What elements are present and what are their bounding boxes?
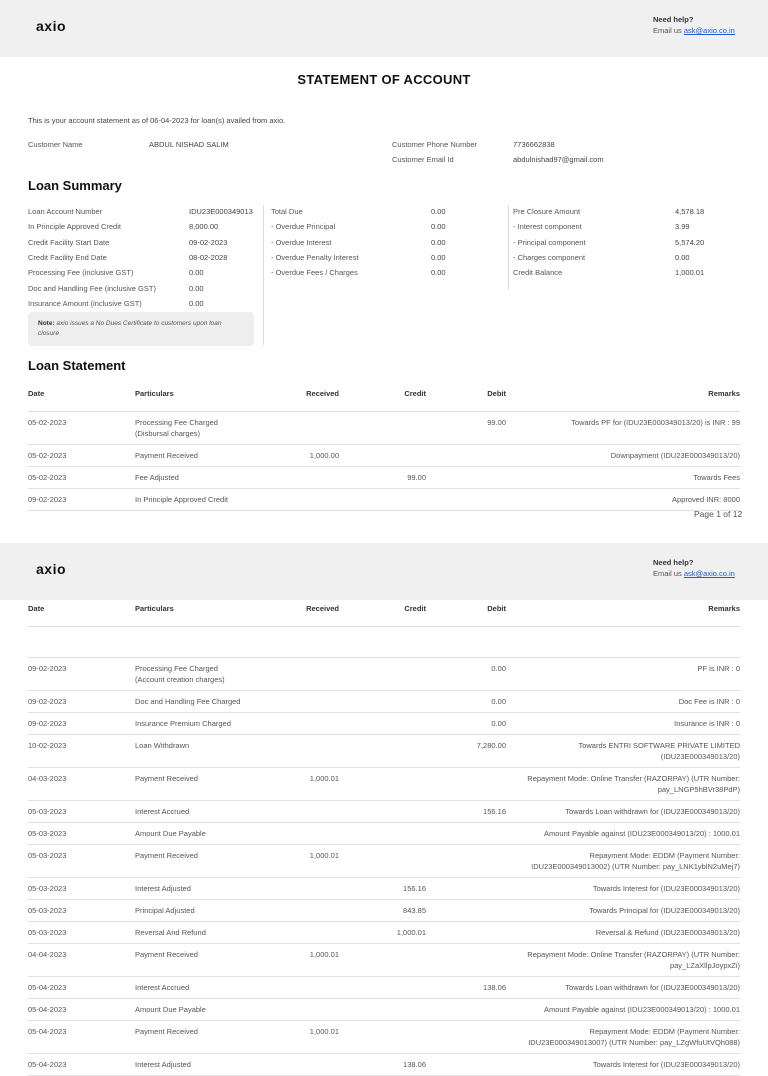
summary-label: - Overdue Fees / Charges <box>271 268 358 278</box>
summary-value: 08-02-2028 <box>189 252 228 262</box>
summary-label: - Overdue Interest <box>271 237 332 247</box>
table-row <box>28 976 740 998</box>
summary-label: - Overdue Penalty Interest <box>271 252 359 262</box>
table-cell: 156.16 <box>426 800 506 822</box>
table-cell: Doc Fee is INR : 0 <box>506 690 740 712</box>
summary-value: 0.00 <box>431 252 446 262</box>
table-cell: Amount Payable against (IDU23E000349013/20) : 1000.01 <box>506 822 740 844</box>
statement-table-page-1 <box>28 389 740 511</box>
help-prefix: Email us <box>653 569 682 578</box>
table-row <box>28 800 740 822</box>
table-cell: 138.06 <box>426 976 506 998</box>
column-header: Particulars <box>135 389 285 411</box>
table-cell <box>426 822 506 844</box>
table-cell: Towards ENTRI SOFTWARE PRIVATE LIMITED (IDU23E000349013/20) <box>506 734 740 767</box>
table-cell: Interest Accrued <box>135 800 285 822</box>
table-row <box>28 657 740 690</box>
intro-text: This is your account statement as of 06-04-2023 for loan(s) availed from axio. <box>28 116 286 125</box>
table-cell: 05-03-2023 <box>28 800 135 822</box>
table-cell <box>285 921 339 943</box>
table-cell <box>339 626 426 657</box>
table-row <box>28 822 740 844</box>
table-cell <box>285 976 339 998</box>
table-row <box>28 1020 740 1053</box>
summary-label: Credit Facility Start Date <box>28 237 110 247</box>
customer-name: ABDUL NISHAD SALIM <box>149 140 229 149</box>
table-cell <box>285 998 339 1020</box>
column-header: Debit <box>426 389 506 411</box>
summary-value: 0.00 <box>431 207 446 216</box>
table-cell: 05-04-2023 <box>28 1053 135 1075</box>
table-cell: Loan Withdrawn <box>135 734 285 767</box>
summary-label: - Overdue Principal <box>271 222 336 232</box>
table-cell <box>285 1053 339 1075</box>
page-header <box>0 543 768 600</box>
summary-value: 0.00 <box>431 268 446 278</box>
table-row <box>28 466 740 488</box>
table-cell: 05-04-2023 <box>28 998 135 1020</box>
table-cell: Insurance Premium Charged <box>135 712 285 734</box>
table-row <box>28 712 740 734</box>
table-cell: Processing Fee Charged (Disbursal charges) <box>135 411 285 444</box>
column-header: Date <box>28 604 135 626</box>
table-cell: 04-03-2023 <box>28 767 135 800</box>
table-cell: Towards Principal for (IDU23E000349013/20) <box>506 899 740 921</box>
help-title: Need help? <box>653 558 694 567</box>
table-row <box>28 877 740 899</box>
table-cell <box>285 657 339 690</box>
table-cell: Amount Payable against (IDU23E000349013/20) : 1000.01 <box>506 998 740 1020</box>
table-cell <box>339 488 426 510</box>
note-label: Note: <box>38 320 55 327</box>
table-cell <box>285 488 339 510</box>
table-cell: Reversal And Refund <box>135 921 285 943</box>
table-cell: Fee Adjusted <box>135 466 285 488</box>
table-cell <box>339 767 426 800</box>
help-prefix: Email us <box>653 26 682 35</box>
table-row <box>28 690 740 712</box>
table-cell: Payment Received <box>135 844 285 877</box>
axio-logo: axio <box>36 561 67 577</box>
summary-label: Processing Fee (inclusive GST) <box>28 268 134 278</box>
customer-email-label: Customer Email Id <box>392 155 454 164</box>
table-cell: 05-02-2023 <box>28 444 135 466</box>
table-cell <box>426 488 506 510</box>
table-cell: 138.06 <box>339 1053 426 1075</box>
table-cell <box>426 626 506 657</box>
table-cell <box>285 877 339 899</box>
loan-statement-heading: Loan Statement <box>28 358 126 373</box>
table-cell <box>285 822 339 844</box>
table-cell: Towards Interest for (IDU23E000349013/20) <box>506 1053 740 1075</box>
table-cell: In Principle Approved Credit <box>135 488 285 510</box>
summary-value: 09-02-2023 <box>189 237 228 247</box>
summary-label: - Interest component <box>513 222 582 232</box>
summary-value: 0.00 <box>431 237 446 247</box>
summary-label: Total Due <box>271 207 303 216</box>
table-cell: 05-04-2023 <box>28 976 135 998</box>
table-cell <box>426 444 506 466</box>
table-header-row <box>28 604 740 626</box>
table-cell: Interest Adjusted <box>135 1053 285 1075</box>
summary-label: Loan Account Number <box>28 207 103 216</box>
table-cell <box>506 626 740 657</box>
table-cell: Towards PF for (IDU23E000349013/20) is INR : 99 <box>506 411 740 444</box>
table-row <box>28 767 740 800</box>
page-header <box>0 0 768 57</box>
table-cell: 05-03-2023 <box>28 877 135 899</box>
column-header: Credit <box>339 604 426 626</box>
table-cell <box>285 734 339 767</box>
summary-label: - Charges component <box>513 252 586 262</box>
table-cell: Processing Fee Charged (Account creation charges) <box>135 657 285 690</box>
table-cell <box>426 877 506 899</box>
table-cell: Interest Adjusted <box>135 877 285 899</box>
table-cell: 10-02-2023 <box>28 734 135 767</box>
table-cell <box>285 800 339 822</box>
table-header-row <box>28 389 740 411</box>
table-cell: 99.00 <box>339 466 426 488</box>
table-cell: Payment Received <box>135 1020 285 1053</box>
table-cell <box>135 626 285 657</box>
table-cell: 0.00 <box>426 690 506 712</box>
summary-value: 0.00 <box>675 252 690 262</box>
table-cell: 05-03-2023 <box>28 899 135 921</box>
table-cell: Repayment Mode: EDDM (Payment Number: IDU23E000349013002) (UTR Number: pay_LNK1yblN2uMej7) <box>506 844 740 877</box>
table-cell: Insurance is INR : 0 <box>506 712 740 734</box>
table-cell: Downpayment (IDU23E000349013/20) <box>506 444 740 466</box>
table-row <box>28 488 740 510</box>
table-cell <box>426 1020 506 1053</box>
column-header: Received <box>285 389 339 411</box>
table-cell: 843.85 <box>339 899 426 921</box>
table-cell <box>285 626 339 657</box>
table-cell: 1,000.00 <box>285 444 339 466</box>
customer-phone-label: Customer Phone Number <box>392 140 478 149</box>
table-cell <box>426 844 506 877</box>
table-cell: 0.00 <box>426 657 506 690</box>
table-cell <box>285 899 339 921</box>
table-cell <box>426 466 506 488</box>
column-header: Credit <box>339 389 426 411</box>
table-cell: PF is INR : 0 <box>506 657 740 690</box>
table-cell: 0.00 <box>426 712 506 734</box>
table-cell: 1,000.01 <box>339 921 426 943</box>
table-cell <box>339 411 426 444</box>
table-cell: 05-04-2023 <box>28 1020 135 1053</box>
table-row <box>28 899 740 921</box>
axio-logo: axio <box>36 18 67 34</box>
table-row <box>28 943 740 976</box>
loan-summary-heading: Loan Summary <box>28 178 122 193</box>
table-cell <box>339 844 426 877</box>
table-cell <box>339 822 426 844</box>
table-cell: 09-02-2023 <box>28 657 135 690</box>
summary-value: 1,000.01 <box>675 268 705 278</box>
table-cell <box>426 899 506 921</box>
table-cell <box>426 943 506 976</box>
summary-label: Credit Balance <box>513 268 563 278</box>
table-cell: 09-02-2023 <box>28 712 135 734</box>
customer-email: abdulnishad97@gmail.com <box>513 155 604 164</box>
table-cell: Towards Loan withdrawn for (IDU23E000349013/20) <box>506 800 740 822</box>
note-text: axio issues a No Dues Certificate to customers upon loan closure <box>38 320 222 337</box>
summary-divider <box>508 205 509 290</box>
table-cell: Payment Received <box>135 943 285 976</box>
summary-label: Doc and Handling Fee (inclusive GST) <box>28 283 156 293</box>
table-cell: Repayment Mode: Online Transfer (RAZORPAY) (UTR Number: pay_LZaXllpJoypxZi) <box>506 943 740 976</box>
page-number: Page 1 of 12 <box>694 509 743 519</box>
column-header: Date <box>28 389 135 411</box>
customer-name-label: Customer Name <box>28 140 83 149</box>
summary-value: 0.00 <box>189 298 204 308</box>
page-title: STATEMENT OF ACCOUNT <box>297 72 471 87</box>
table-cell: 1,000.01 <box>285 844 339 877</box>
table-cell: Towards Fees <box>506 466 740 488</box>
table-cell <box>285 466 339 488</box>
table-cell: 156.16 <box>339 877 426 899</box>
table-cell <box>285 411 339 444</box>
help-box <box>653 14 735 36</box>
table-cell: Interest Accrued <box>135 976 285 998</box>
summary-value: 0.00 <box>189 283 204 293</box>
table-cell <box>339 444 426 466</box>
column-header: Debit <box>426 604 506 626</box>
table-cell: 1,000.01 <box>285 767 339 800</box>
table-cell: Doc and Handling Fee Charged <box>135 690 285 712</box>
table-cell: Payment Received <box>135 444 285 466</box>
table-cell: Repayment Mode: EDDM (Payment Number: IDU23E000349013007) (UTR Number: pay_LZgWfuUtVQh088) <box>506 1020 740 1053</box>
column-header: Remarks <box>506 389 740 411</box>
table-row <box>28 998 740 1020</box>
table-cell: Approved INR: 8000 <box>506 488 740 510</box>
table-cell: 04-04-2023 <box>28 943 135 976</box>
table-cell: 05-02-2023 <box>28 466 135 488</box>
column-header: Remarks <box>506 604 740 626</box>
help-email-link[interactable]: ask@axio.co.in <box>683 26 735 35</box>
table-cell: 1,000.01 <box>285 1020 339 1053</box>
summary-label: - Principal component <box>513 237 586 247</box>
table-cell: 99.00 <box>426 411 506 444</box>
table-cell: 7,280.00 <box>426 734 506 767</box>
summary-label: In Principle Approved Credit <box>28 222 121 232</box>
table-cell <box>426 767 506 800</box>
table-cell <box>339 943 426 976</box>
table-row <box>28 444 740 466</box>
table-cell: Payment Received <box>135 767 285 800</box>
table-cell: Towards Loan withdrawn for (IDU23E000349013/20) <box>506 976 740 998</box>
table-row <box>28 844 740 877</box>
column-header: Received <box>285 604 339 626</box>
table-cell: 09-02-2023 <box>28 488 135 510</box>
table-cell: Amount Due Payable <box>135 998 285 1020</box>
table-cell: Amount Due Payable <box>135 822 285 844</box>
summary-label: Credit Facility End Date <box>28 252 107 262</box>
loan-closure-note <box>28 312 254 346</box>
summary-value: 5,574.20 <box>675 237 705 247</box>
summary-value: 0.00 <box>189 268 204 278</box>
table-cell: Reversal & Refund (IDU23E000349013/20) <box>506 921 740 943</box>
table-cell <box>339 976 426 998</box>
summary-value: 4,578.18 <box>675 207 705 216</box>
table-cell: 09-02-2023 <box>28 690 135 712</box>
help-title: Need help? <box>653 15 694 24</box>
summary-label: Pre Closure Amount <box>513 207 581 216</box>
summary-divider <box>263 205 264 345</box>
customer-phone: 7736662838 <box>513 140 555 149</box>
table-cell <box>285 712 339 734</box>
table-cell: Repayment Mode: Online Transfer (RAZORPAY) (UTR Number: pay_LNGP5hBVr38PdP) <box>506 767 740 800</box>
summary-value: 8,000.00 <box>189 222 219 232</box>
statement-table-page-2 <box>28 604 740 1076</box>
summary-value: 0.00 <box>431 222 446 232</box>
table-cell <box>426 921 506 943</box>
column-header: Particulars <box>135 604 285 626</box>
table-row <box>28 626 740 657</box>
table-cell <box>339 998 426 1020</box>
summary-label: Insurance Amount (inclusive GST) <box>28 298 142 308</box>
table-cell <box>339 1020 426 1053</box>
summary-value: IDU23E000349013 <box>189 207 253 216</box>
summary-value: 3.99 <box>675 222 690 232</box>
help-email-link[interactable]: ask@axio.co.in <box>683 569 735 578</box>
table-row <box>28 1053 740 1075</box>
table-cell <box>426 1053 506 1075</box>
table-cell <box>28 626 135 657</box>
table-cell <box>339 800 426 822</box>
table-cell: 05-02-2023 <box>28 411 135 444</box>
table-cell <box>285 690 339 712</box>
table-cell <box>339 734 426 767</box>
table-row <box>28 734 740 767</box>
table-row <box>28 411 740 444</box>
table-cell: 05-03-2023 <box>28 921 135 943</box>
table-cell: 05-03-2023 <box>28 844 135 877</box>
table-row <box>28 921 740 943</box>
table-cell: 1,000.01 <box>285 943 339 976</box>
table-cell <box>339 657 426 690</box>
help-box <box>653 557 735 579</box>
table-cell <box>339 712 426 734</box>
table-cell: 05-03-2023 <box>28 822 135 844</box>
table-cell <box>426 998 506 1020</box>
table-cell: Principal Adjusted <box>135 899 285 921</box>
table-cell: Towards Interest for (IDU23E000349013/20) <box>506 877 740 899</box>
table-cell <box>339 690 426 712</box>
